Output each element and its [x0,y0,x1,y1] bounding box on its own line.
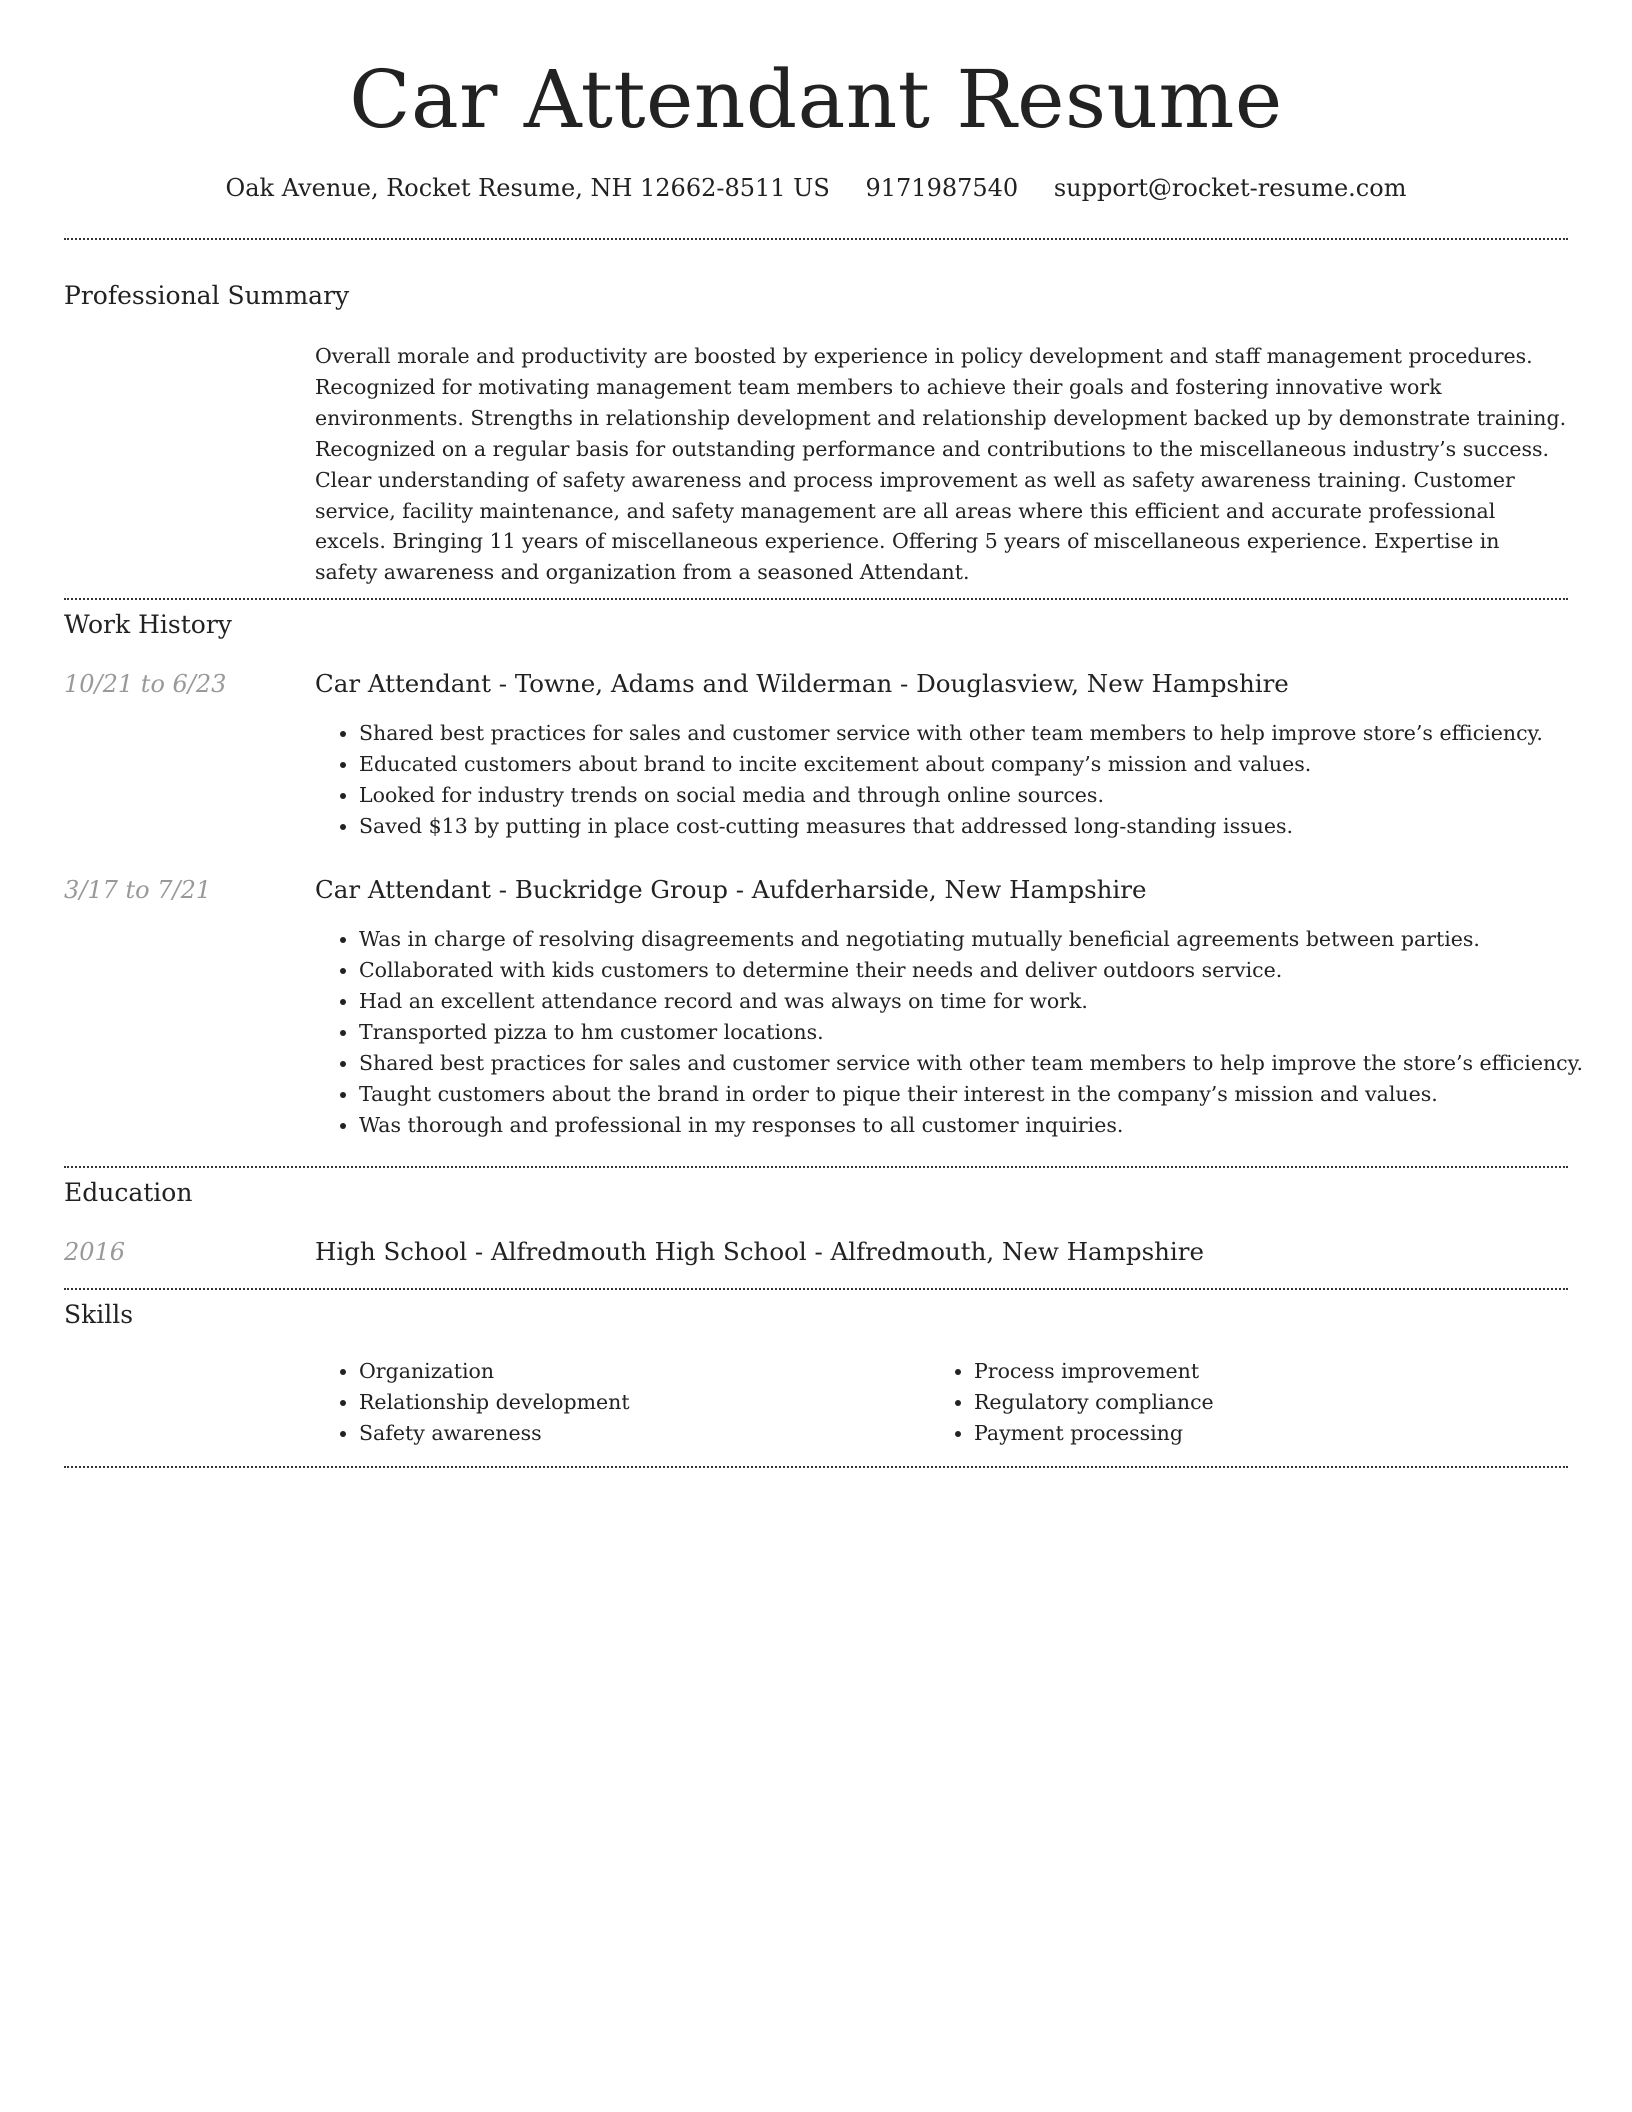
list-item: • Shared best practices for sales and customer service with other team members to help improve store’s efficiency. [359,718,1543,749]
work-history-heading: Work History [64,610,232,639]
section-divider [64,1288,1568,1290]
list-item: • Was in charge of resolving disagreements and negotiating mutually beneficial agreements between parties. [359,924,1583,955]
separator: - [806,1237,831,1266]
list-item: • Educated customers about brand to incite excitement about company’s mission and values. [359,749,1543,780]
list-item: • Looked for industry trends on social media and through online sources. [359,780,1543,811]
skill-item: • Relationship development [359,1387,630,1418]
job-bullets [315,924,1583,1141]
job-location: Aufderharside, New Hampshire [751,875,1147,904]
skill-item: • Regulatory compliance [974,1387,1214,1418]
skill-item: • Organization [359,1356,630,1387]
job-location: Douglasview, New Hampshire [916,669,1289,698]
list-item: • Had an excellent attendance record and was always on time for work. [359,986,1583,1017]
section-divider [64,598,1568,600]
job-dates: 3/17 to 7/21 [64,876,212,904]
education-school: Alfredmouth High School [490,1237,807,1266]
separator: - [491,875,515,904]
summary-heading: Professional Summary [64,281,350,310]
job-heading [315,667,1289,701]
section-divider [64,1466,1568,1468]
education-heading: Education [64,1178,193,1207]
job-employer: Towne, Adams and Wilderman [514,669,893,698]
list-item: • Shared best practices for sales and customer service with other team members to help improve the store’s efficiency. [359,1048,1583,1079]
separator: - [467,1237,491,1266]
contact-phone: 9171987540 [865,174,1019,202]
section-divider [64,238,1568,240]
job-employer: Buckridge Group [514,875,728,904]
education-year: 2016 [64,1238,126,1266]
job-heading [315,873,1146,907]
education-degree: High School [315,1237,468,1266]
education-heading-line [315,1235,1204,1269]
skill-item: • Safety awareness [359,1418,630,1449]
skills-list-right [930,1356,1214,1449]
skills-list-left [315,1356,630,1449]
list-item: • Saved $13 by putting in place cost-cutting measures that addressed long-standing issues. [359,811,1543,842]
list-item: • Was thorough and professional in my responses to all customer inquiries. [359,1110,1583,1141]
skill-item: • Process improvement [974,1356,1214,1387]
resume-title: Car Attendant Resume [349,53,1283,146]
contact-address: Oak Avenue, Rocket Resume, NH 12662-8511 US [225,174,830,202]
list-item: • Taught customers about the brand in order to pique their interest in the company’s mission and values. [359,1079,1583,1110]
separator: - [491,669,515,698]
separator: - [727,875,752,904]
job-title: Car Attendant [315,875,491,904]
skills-heading: Skills [64,1300,134,1329]
contact-email: support@rocket-resume.com [1053,174,1407,202]
section-divider [64,1166,1568,1168]
job-bullets [315,718,1543,842]
list-item: • Collaborated with kids customers to determine their needs and deliver outdoors service. [359,955,1583,986]
job-dates: 10/21 to 6/23 [64,670,227,698]
summary-text: Overall morale and productivity are boosted by experience in policy development and staff management procedures. Recognized for motivating management team members to achieve their goals and fostering innovative work environments. Strengths in relationship development and relationship development backed up by demonstrate training. Recognized on a regular basis for outstanding performance and contributions to the miscellaneous industry’s success. Clear understanding of safety awareness and process improvement as well as safety awareness training. Customer service, facility maintenance, and safety management are all areas where this efficient and accurate professional excels. Bringing 11 years of miscellaneous experience. Offering 5 years of miscellaneous experience. Expertise in safety awareness and organization from a seasoned Attendant. [315,344,1567,585]
list-item: • Transported pizza to hm customer locations. [359,1017,1583,1048]
job-title: Car Attendant [315,669,491,698]
education-location: Alfredmouth, New Hampshire [830,1237,1204,1266]
contact-line [64,168,1568,208]
skill-item: • Payment processing [974,1418,1214,1449]
separator: - [892,669,917,698]
